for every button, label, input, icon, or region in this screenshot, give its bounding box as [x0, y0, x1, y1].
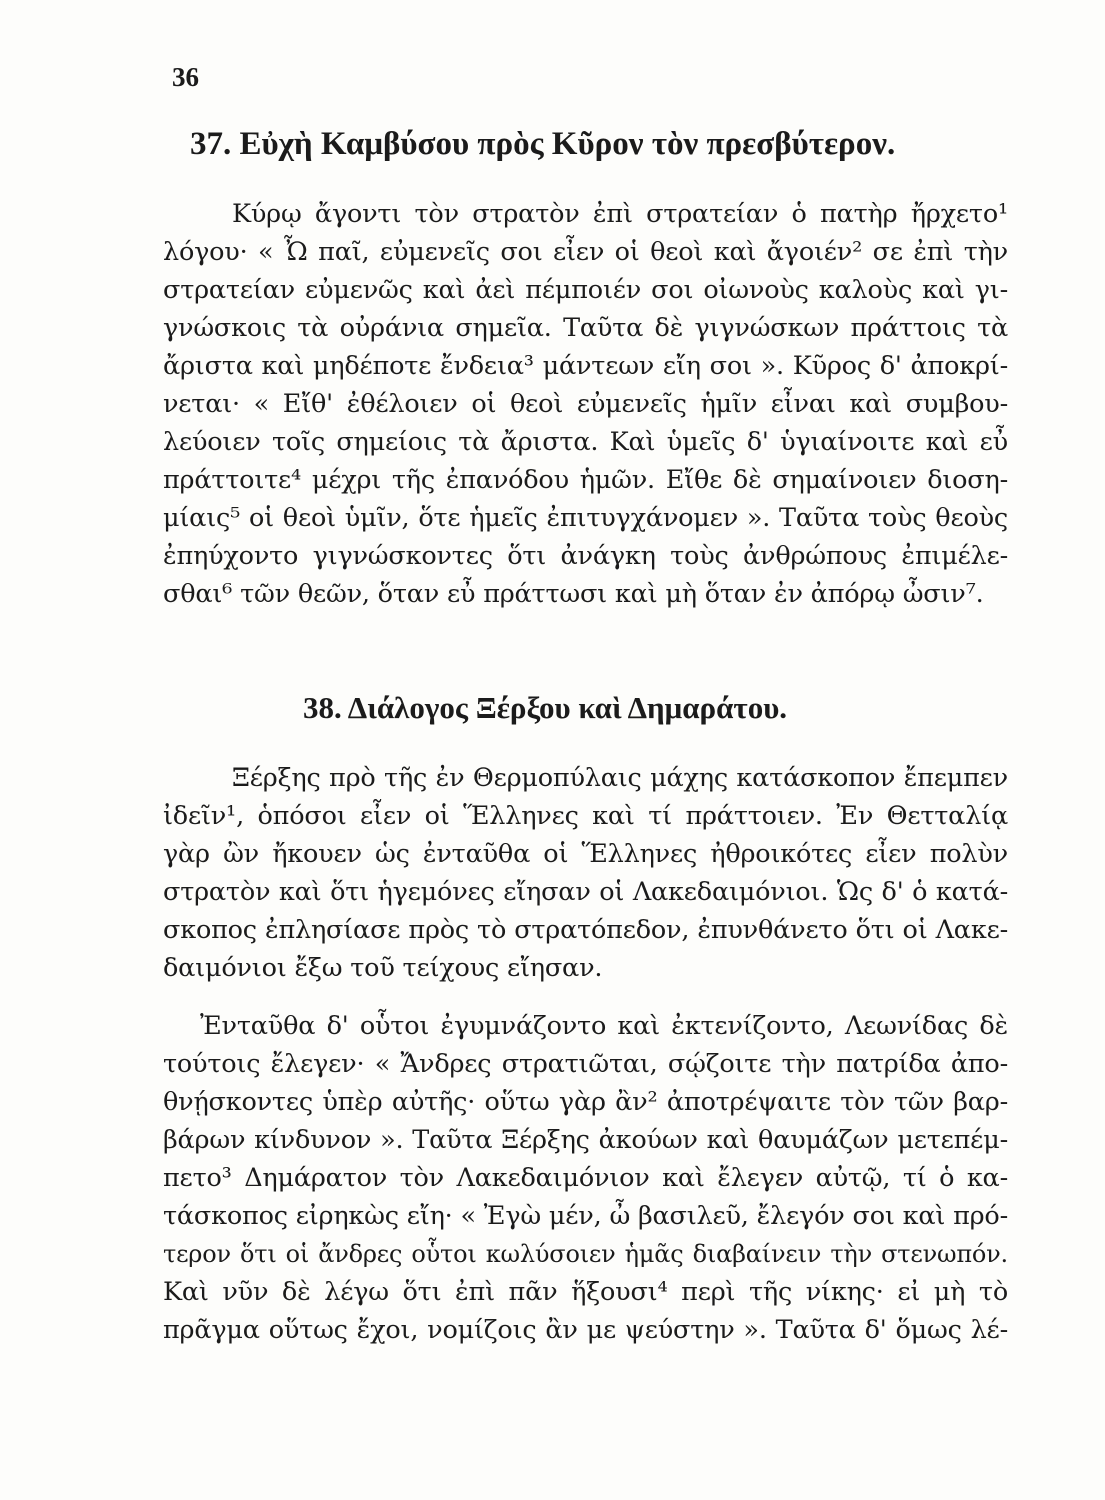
text-line: στρατείαν εὐμενῶς καὶ ἀεὶ πέμποιέν σοι οἰωνοὺς καλοὺς καὶ γι-	[163, 275, 1008, 305]
section-37-title: 37. Εὐχὴ Καμβύσου πρὸς Κῦρον τὸν πρεσβύτερον.	[190, 126, 896, 162]
text-line: πρᾶγμα οὕτως ἔχοι, νομίζοις ἂν με ψεύστην ». Ταῦτα δ' ὅμως λέ-	[163, 1315, 1008, 1345]
section-38-title: 38. Διάλογος Ξέρξου καὶ Δημαράτου.	[303, 690, 788, 725]
page-number: 36	[172, 62, 199, 92]
text-line: λεύοιεν τοῖς σημείοις τὰ ἄριστα. Καὶ ὑμεῖς δ' ὑγιαίνοιτε καὶ εὖ	[163, 427, 1008, 457]
text-line: Κύρῳ ἄγοντι τὸν στρατὸν ἐπὶ στρατείαν ὁ πατὴρ ἤρχετο¹	[232, 199, 1008, 229]
text-line: πράττοιτε⁴ μέχρι τῆς ἐπανόδου ἡμῶν. Εἴθε δὲ σημαίνοιεν διοση-	[163, 465, 1008, 495]
text-line: πετο³ Δημάρατον τὸν Λακεδαιμόνιον καὶ ἔλεγεν αὐτῷ, τί ὁ κα-	[163, 1163, 1008, 1193]
text-line: Καὶ νῦν δὲ λέγω ὅτι ἐπὶ πᾶν ἥξουσι⁴ περὶ τῆς νίκης· εἰ μὴ τὸ	[163, 1277, 1008, 1307]
text-line: βάρων κίνδυνον ». Ταῦτα Ξέρξης ἀκούων καὶ θαυμάζων μετεπέμ-	[163, 1125, 1008, 1155]
text-line: γνώσκοις τὰ οὐράνια σημεῖα. Ταῦτα δὲ γιγνώσκων πράττοις τὰ	[163, 313, 1008, 343]
text-line: τερον ὅτι οἱ ἄνδρες οὗτοι κωλύσοιεν ἡμᾶς διαβαίνειν τὴν στενωπόν.	[163, 1240, 1008, 1268]
text-line: σθαι⁶ τῶν θεῶν, ὅταν εὖ πράττωσι καὶ μὴ ὅταν ἐν ἀπόρῳ ὦσιν⁷.	[163, 579, 984, 609]
text-line: ἐπηύχοντο γιγνώσκοντες ὅτι ἀνάγκη τοὺς ἀνθρώπους ἐπιμέλε-	[163, 541, 1008, 571]
text-line: γὰρ ὢν ἤκουεν ὡς ἐνταῦθα οἱ Ἕλληνες ἠθροικότες εἶεν πολὺν	[163, 839, 1008, 869]
text-line: θνῄσκοντες ὑπὲρ αὐτῆς· οὕτω γὰρ ἂν² ἀποτρέψαιτε τὸν τῶν βαρ-	[163, 1087, 1008, 1117]
text-line: ἄριστα καὶ μηδέποτε ἔνδεια³ μάντεων εἴη σοι ». Κῦρος δ' ἀποκρί-	[163, 351, 1008, 381]
text-line: λόγου· « Ὦ παῖ, εὐμενεῖς σοι εἶεν οἱ θεοὶ καὶ ἄγοιέν² σε ἐπὶ τὴν	[163, 237, 1008, 267]
text-line: Ἐνταῦθα δ' οὗτοι ἐγυμνάζοντο καὶ ἐκτενίζοντο, Λεωνίδας δὲ	[200, 1011, 1008, 1041]
text-line: ἰδεῖν¹, ὁπόσοι εἶεν οἱ Ἕλληνες καὶ τί πράττοιεν. Ἐν Θετταλίᾳ	[163, 801, 1008, 831]
text-line: τούτοις ἔλεγεν· « Ἄνδρες στρατιῶται, σῴζοιτε τὴν πατρίδα ἀπο-	[163, 1049, 1008, 1079]
text-line: τάσκοπος εἰρηκὼς εἴη· « Ἐγὼ μέν, ὦ βασιλεῦ, ἔλεγόν σοι καὶ πρό-	[163, 1201, 1008, 1231]
text-line: μίαις⁵ οἱ θεοὶ ὑμῖν, ὅτε ἡμεῖς ἐπιτυγχάνομεν ». Ταῦτα τοὺς θεοὺς	[163, 503, 1008, 533]
text-line: νεται· « Εἴθ' ἐθέλοιεν οἱ θεοὶ εὐμενεῖς ἡμῖν εἶναι καὶ συμβου-	[163, 389, 1008, 419]
text-line: σκοπος ἐπλησίασε πρὸς τὸ στρατόπεδον, ἐπυνθάνετο ὅτι οἱ Λακε-	[163, 915, 1008, 945]
text-line: στρατὸν καὶ ὅτι ἡγεμόνες εἴησαν οἱ Λακεδαιμόνιοι. Ὡς δ' ὁ κατά-	[163, 877, 1008, 907]
text-line: δαιμόνιοι ἔξω τοῦ τείχους εἴησαν.	[163, 953, 603, 983]
text-line: Ξέρξης πρὸ τῆς ἐν Θερμοπύλαις μάχης κατάσκοπον ἔπεμπεν	[232, 763, 1008, 793]
